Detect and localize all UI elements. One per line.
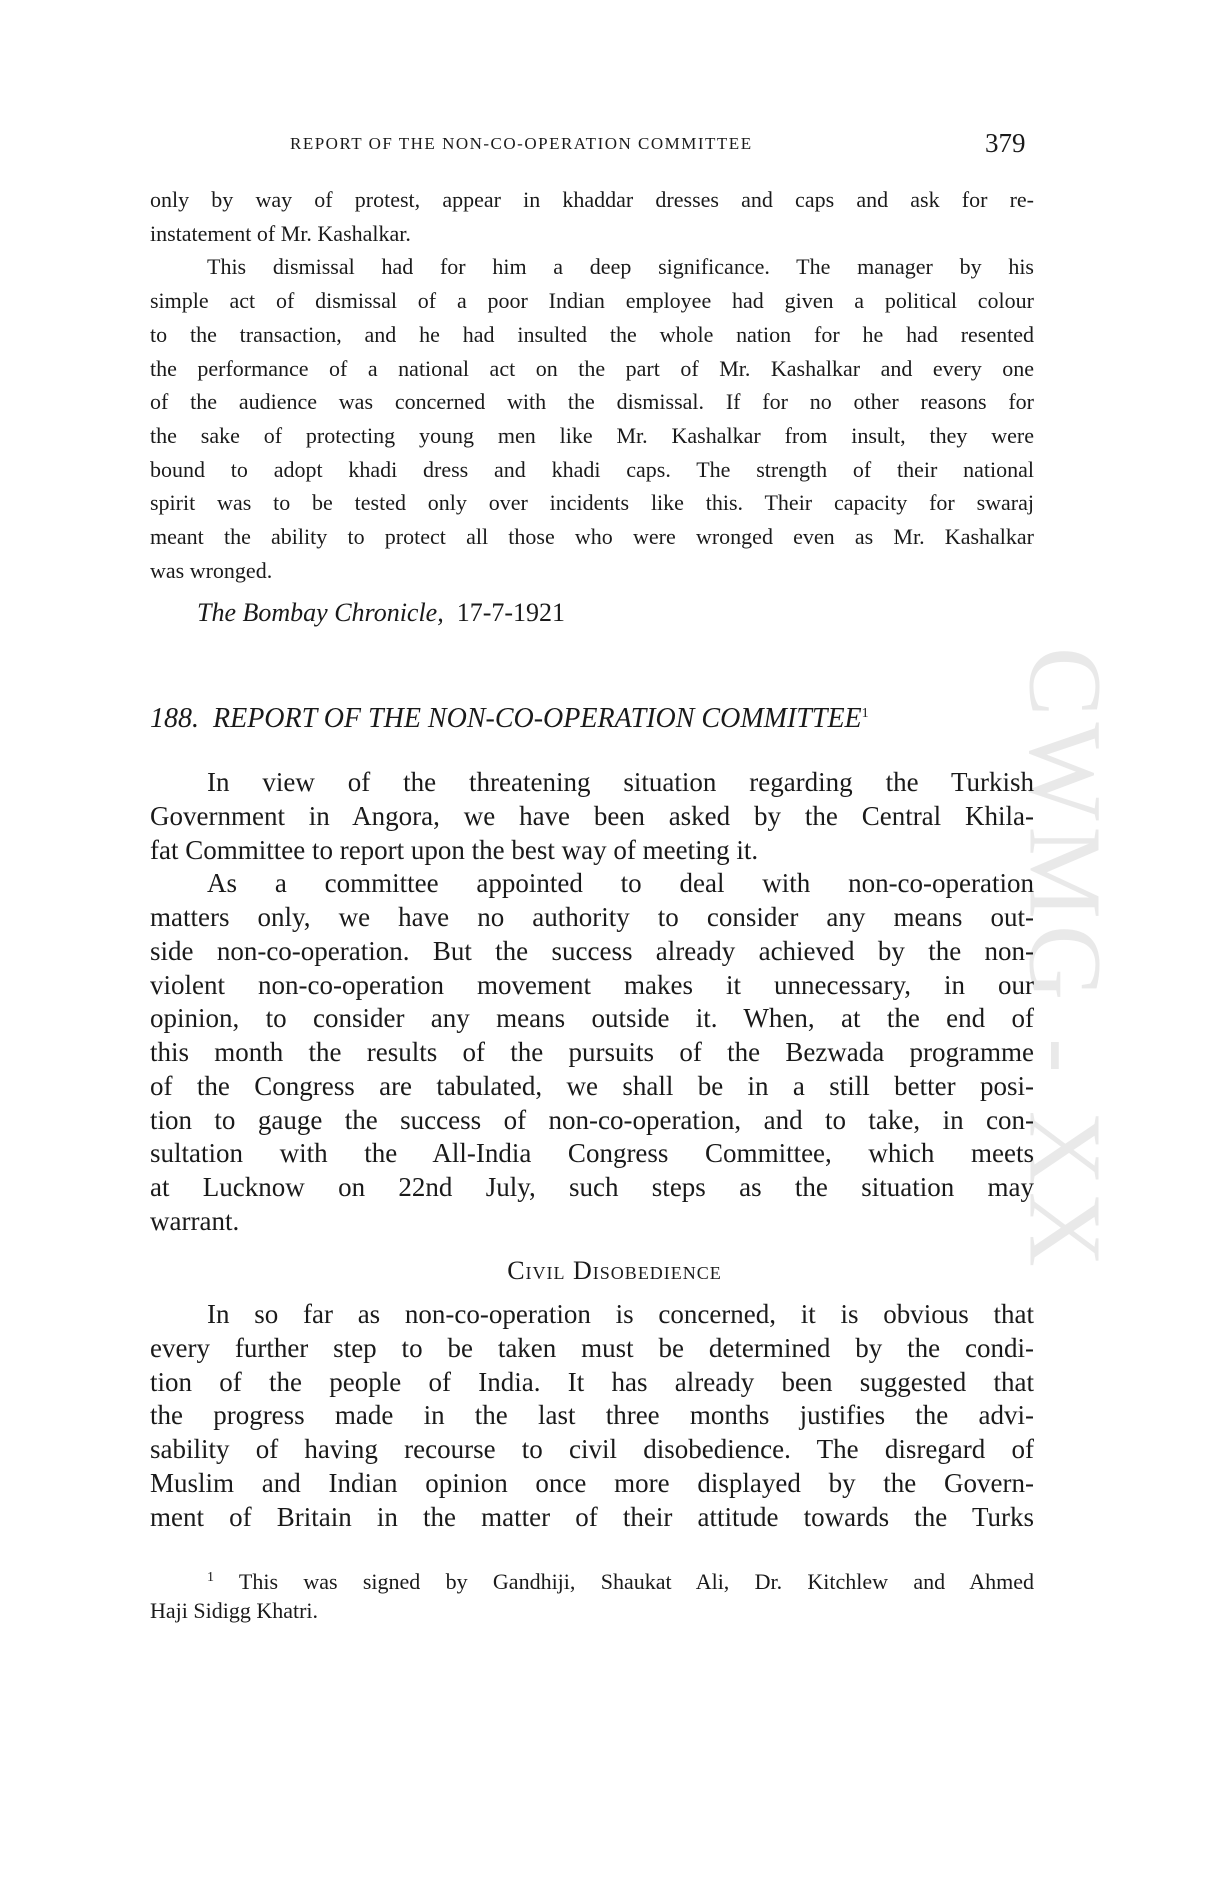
text-line: In view of the threatening situation regarding the Turkish: [207, 767, 1034, 797]
text-line: meant the ability to protect all those who were wronged even as Mr. Kashalkar: [150, 524, 1034, 549]
text-line: warrant.: [150, 1205, 240, 1236]
text-line: at Lucknow on 22nd July, such steps as the situation may: [150, 1172, 1034, 1202]
subheading: Civil Disobedience: [507, 1256, 722, 1285]
text-line: Haji Sidigg Khatri.: [150, 1597, 319, 1623]
text-line: sultation with the All-India Congress Committee, which meets: [150, 1138, 1034, 1169]
text-line: Government in Angora, we have been asked by the Central Khila-: [150, 800, 1034, 831]
text-line: spirit was to be tested only over incidents like this. Their capacity for swaraj: [150, 490, 1034, 516]
text-line: was wronged.: [150, 557, 273, 583]
text-line: In so far as non-co-operation is concerned, it is obvious that: [207, 1299, 1034, 1329]
text-line: tion of the people of India. It has already been suggested that: [150, 1366, 1034, 1397]
text-line: to the transaction, and he had insulted the whole nation for he had resented: [150, 321, 1034, 347]
text-line: fat Committee to report upon the best way of meeting it.: [150, 834, 759, 865]
text-line: simple act of dismissal of a poor Indian employee had given a political colour: [150, 288, 1034, 314]
text-line: matters only, we have no authority to consider any means out-: [150, 902, 1034, 932]
citation-date: 17-7-1921: [456, 598, 566, 627]
running-head: REPORT OF THE NON-CO-OPERATION COMMITTEE: [290, 134, 753, 153]
text-line: of the Congress are tabulated, we shall be in a still better posi-: [150, 1070, 1034, 1101]
text-line: only by way of protest, appear in khaddar dresses and caps and ask for re-: [150, 187, 1034, 212]
text-line: the sake of protecting young men like Mr. Kashalkar from insult, they were: [150, 422, 1034, 448]
item-heading: [150, 703, 1034, 735]
text-line: This dismissal had for him a deep significance. The manager by his: [207, 254, 1034, 280]
text-line: tion to gauge the success of non-co-operation, and to take, in con-: [150, 1104, 1034, 1135]
text-line: Muslim and Indian opinion once more displayed by the Govern-: [150, 1467, 1034, 1498]
text-line: every further step to be taken must be determined by the condi-: [150, 1332, 1034, 1363]
watermark-text: CWMG - XX: [1007, 647, 1123, 1273]
footnote-ref: 1: [861, 706, 869, 721]
text-line: sability of having recourse to civil disobedience. The disregard of: [150, 1434, 1034, 1464]
text-line: instatement of Mr. Kashalkar.: [150, 220, 411, 246]
item-title: REPORT OF THE NON-CO-OPERATION COMMITTEE: [213, 703, 862, 734]
text-line: this month the results of the pursuits of the Bezwada programme: [150, 1037, 1034, 1067]
text-line: the performance of a national act on the part of Mr. Kashalkar and every one: [150, 355, 1034, 381]
text-line: ment of Britain in the matter of their attitude towards the Turks: [150, 1501, 1034, 1532]
text-line: As a committee appointed to deal with non-co-operation: [207, 868, 1034, 899]
text-line: violent non-co-operation movement makes it unnecessary, in our: [150, 969, 1034, 1000]
footnote-text: This was signed by Gandhiji, Shaukat Ali, Dr. Kitchlew and Ahmed: [238, 1569, 1034, 1594]
text-line: bound to adopt khadi dress and khadi caps. The strength of their national: [150, 456, 1034, 482]
page-number: 379: [985, 128, 1026, 158]
text-line: the progress made in the last three months justifies the advi-: [150, 1400, 1034, 1431]
text-line: [207, 1561, 1034, 1595]
text-line: side non-co-operation. But the success already achieved by the non-: [150, 935, 1034, 966]
citation: [197, 598, 565, 628]
citation-source: The Bombay Chronicle,: [197, 598, 444, 627]
text-line: opinion, to consider any means outside it. When, at the end of: [150, 1003, 1034, 1034]
item-number: 188.: [150, 703, 199, 734]
text-line: of the audience was concerned with the dismissal. If for no other reasons for: [150, 389, 1034, 415]
footnote-marker: 1: [207, 1570, 214, 1585]
